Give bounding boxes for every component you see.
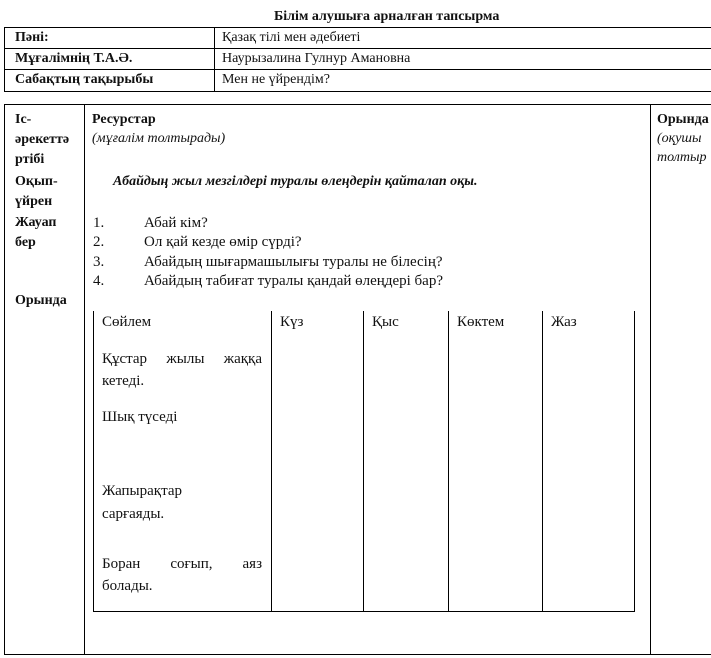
row-perform-label: Орында	[15, 293, 67, 308]
row-answer-label-line: бер	[15, 235, 36, 250]
question-text: Абайдың табиғат туралы қандай өлеңдері бар?	[144, 273, 443, 289]
topic-value: Мен не үйрендім?	[222, 72, 330, 87]
col-perform-header: Орында	[657, 112, 709, 127]
inner-header-spring: Көктем	[457, 314, 505, 330]
topic-label: Сабақтың тақырыбы	[15, 72, 154, 87]
teacher-value: Наурызалина Гулнур Амановна	[222, 51, 411, 66]
header-bottom-rule	[4, 91, 711, 92]
sentence-cell-line: сарғаяды.	[102, 506, 165, 522]
teacher-label: Мұғалімнің Т.А.Ә.	[15, 51, 133, 66]
sentence-cell-line: Шық түседі	[102, 409, 178, 425]
row-read-label-line: үйрен	[15, 194, 53, 209]
col-perform-subheader-line: (оқушы	[657, 131, 702, 146]
subject-value: Қазақ тілі мен әдебиеті	[222, 30, 361, 45]
sentence-cell-line: кетеді.	[102, 373, 145, 389]
question-number: 4.	[93, 273, 105, 289]
header-left-border	[4, 27, 5, 92]
question-number: 3.	[93, 254, 105, 270]
col-activity-header-line: ртібі	[15, 152, 45, 167]
inner-table-divider	[448, 311, 449, 612]
col-perform-subheader-line: толтыр	[657, 150, 707, 165]
main-table-column-divider	[650, 104, 651, 655]
header-column-divider	[214, 27, 215, 92]
main-table-bottom-rule	[4, 654, 711, 655]
question-text: Ол қай кезде өмір сүрді?	[144, 234, 302, 250]
page-title: Білім алушыға арналған тапсырма	[274, 9, 500, 24]
col-resources-subheader: (мұғалім толтырады)	[92, 131, 226, 146]
main-table-column-divider	[84, 104, 85, 655]
inner-header-autumn: Күз	[280, 314, 304, 330]
inner-table-divider	[542, 311, 543, 612]
inner-header-sentence: Сөйлем	[102, 314, 152, 330]
col-resources-header: Ресурстар	[92, 112, 156, 127]
sentence-cell-line: Құстар жылы жаққа	[102, 351, 262, 367]
inner-table-divider	[363, 311, 364, 612]
main-table-left-border	[4, 104, 5, 655]
inner-table-border	[93, 311, 94, 612]
question-number: 1.	[93, 215, 105, 231]
col-activity-header-line: Іс-	[15, 112, 32, 127]
row-answer-label-line: Жауап	[15, 215, 57, 230]
question-text: Абай кім?	[144, 215, 208, 231]
inner-table-divider	[271, 311, 272, 612]
sentence-cell-line: Боран сoғып, аяз	[102, 556, 262, 572]
main-table-top-rule	[4, 104, 711, 105]
sentence-cell-line: болады.	[102, 578, 153, 594]
sentence-cell-line: Жапырақтар	[102, 483, 182, 499]
subject-label: Пәні:	[15, 30, 49, 45]
question-number: 2.	[93, 234, 105, 250]
question-text: Абайдың шығармашылығы туралы не білесің?	[144, 254, 443, 270]
inner-header-summer: Жаз	[551, 314, 577, 330]
inner-table-bottom	[93, 611, 635, 612]
col-activity-header-line: әрекеттә	[15, 132, 70, 147]
inner-table-border	[634, 311, 635, 612]
row-read-task: Абайдың жыл мезгілдері туралы өлеңдерін қайталап оқы.	[113, 174, 478, 189]
row-read-label-line: Оқып-	[15, 174, 58, 189]
inner-header-winter: Қыс	[372, 314, 399, 330]
